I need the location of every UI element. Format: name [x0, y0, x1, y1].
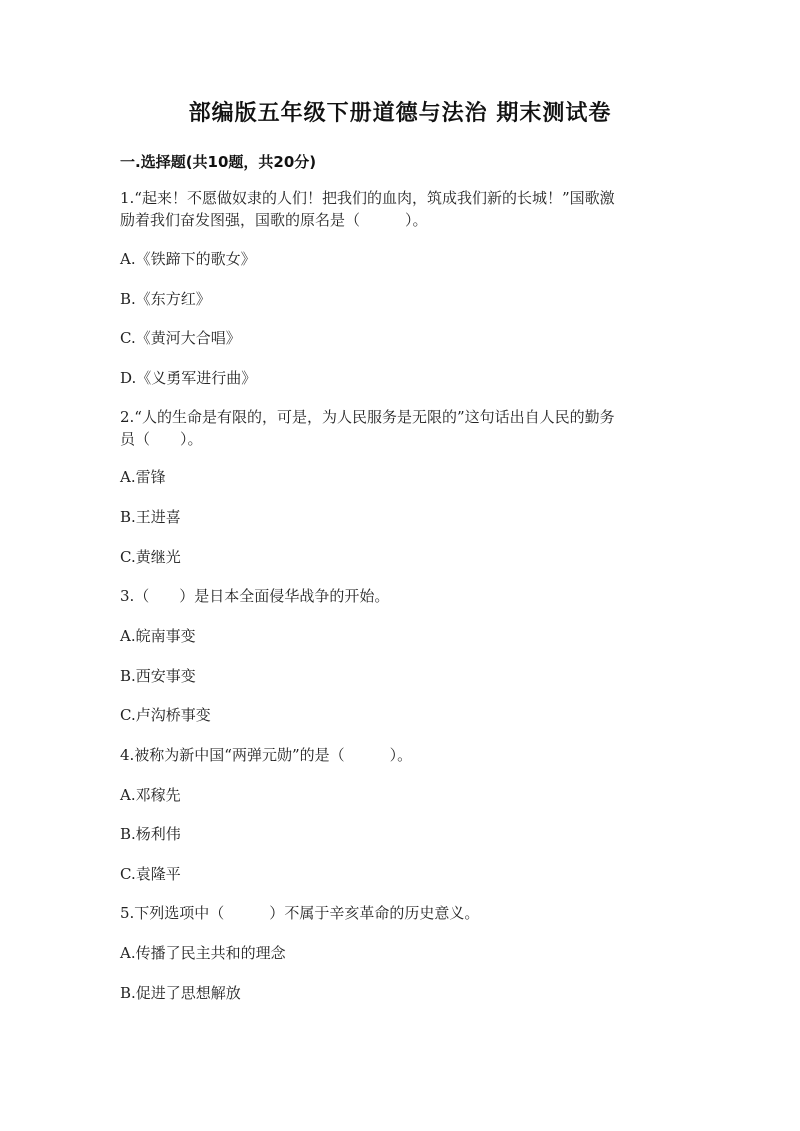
question-4-option-c: C.袁隆平: [120, 865, 181, 883]
question-5-option-a: A.传播了民主共和的理念: [120, 944, 286, 962]
question-2-stem-line-1: 2.“人的生命是有限的，可是，为人民服务是无限的”这句话出自人民的勤务: [120, 408, 615, 426]
question-2-option-c: C.黄继光: [120, 548, 181, 566]
question-1-stem-line-1: 1.“起来！不愿做奴隶的人们！把我们的血肉，筑成我们新的长城！”国歌激: [120, 189, 615, 207]
question-1-stem-line-2: 励着我们奋发图强，国歌的原名是（ ）。: [120, 211, 428, 229]
question-1-option-b: B.《东方红》: [120, 290, 211, 308]
question-1-option-a: A.《铁蹄下的歌女》: [120, 250, 256, 268]
question-5-stem: 5.下列选项中（ ）不属于辛亥革命的历史意义。: [120, 904, 480, 922]
question-3-stem: 3.（ ）是日本全面侵华战争的开始。: [120, 587, 390, 605]
question-3-option-a: A.皖南事变: [120, 627, 196, 645]
question-5-option-b: B.促进了思想解放: [120, 984, 241, 1002]
question-1-option-c: C.《黄河大合唱》: [120, 329, 241, 347]
question-2-option-b: B.王进喜: [120, 508, 181, 526]
question-4-option-b: B.杨利伟: [120, 825, 181, 843]
question-1-option-d: D.《义勇军进行曲》: [120, 369, 257, 387]
question-2-option-a: A.雷锋: [120, 468, 166, 486]
question-4-stem: 4.被称为新中国“两弹元勋”的是（ ）。: [120, 746, 413, 764]
question-3-option-c: C.卢沟桥事变: [120, 706, 211, 724]
section-heading: 一.选择题(共10题，共20分): [120, 153, 317, 171]
question-3-option-b: B.西安事变: [120, 667, 196, 685]
question-4-option-a: A.邓稼先: [120, 786, 181, 804]
page-title: 部编版五年级下册道德与法治 期末测试卷: [188, 101, 612, 126]
question-2-stem-line-2: 员（ ）。: [120, 430, 203, 448]
